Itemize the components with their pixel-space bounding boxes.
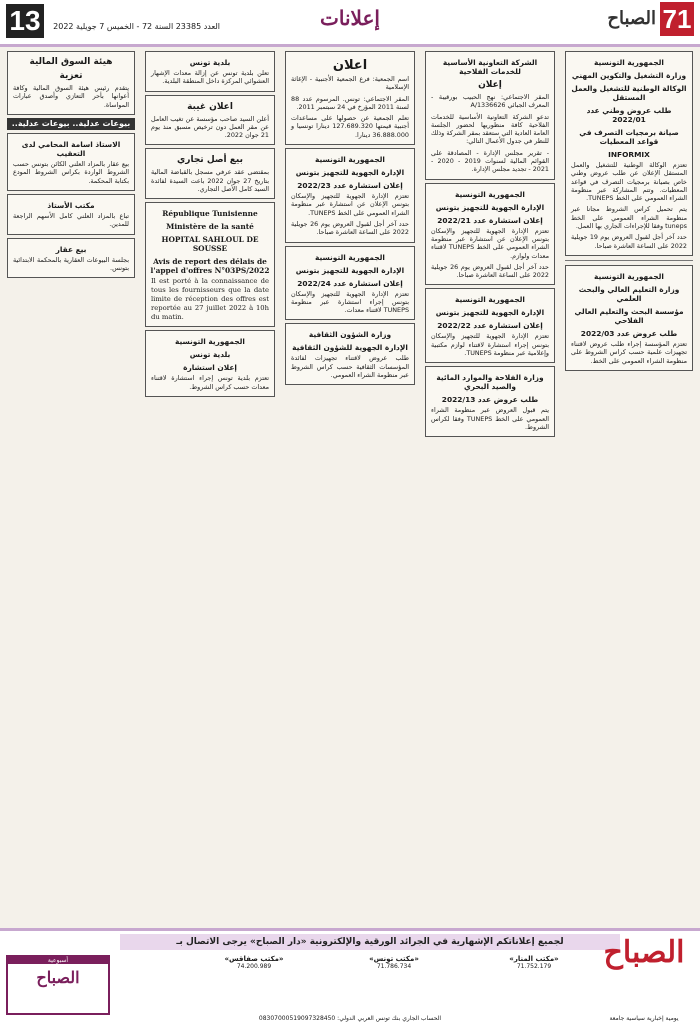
office-manar	[470, 955, 598, 971]
notice-title: إعلان استشارة عدد 2022/23	[297, 181, 403, 191]
office-sfax	[190, 955, 318, 971]
office-title: «مكتب تونس»	[369, 955, 419, 963]
notice-agri-research	[565, 265, 693, 371]
notice-body: حدد آخر أجل لقبول العروض يوم 26 جويلية 2022 على الساعة العاشرة صباحا.	[431, 262, 549, 280]
notice-body: Il est porté à la connaissance de tous les fournisseurs que la date limite de réception des offres est reportée au 27 juillet 2022 à 10h du matin.	[151, 277, 269, 321]
notice-auction-2	[7, 194, 135, 235]
notice-equipment-24	[285, 246, 415, 321]
office-phone: 71.786.734	[376, 963, 412, 970]
notice-ministry: بلدية تونس	[189, 350, 231, 360]
notice-title: مكتب الأستاذ	[47, 201, 95, 211]
notice-title: بلدية تونس	[189, 58, 231, 67]
office-title: «مكتب المنار»	[509, 955, 559, 963]
logo-number: 71	[660, 2, 694, 36]
notice-body: المقر الاجتماعي: نهج الحبيب بورقيبة - المعرف الجبائي 1336626/A	[431, 93, 549, 110]
notice-cooperative	[425, 51, 555, 180]
notice-title: Avis de report des délais de l'appel d'offres N°03PS/2022	[150, 257, 270, 276]
column-2	[422, 48, 558, 924]
judicial-sales-banner: بيوعات عدلية.. بيوعات عدلية..	[7, 118, 135, 130]
notice-body: حدد آخر أجل لقبول العروض يوم 19 جويلية 2022 على الساعة العاشرة صباحا.	[571, 233, 687, 250]
notice-republic: الجمهورية التونسية	[175, 337, 245, 347]
logo-word: الصباح	[607, 8, 656, 29]
notice-body: حدد آخر أجل لقبول العروض يوم 26 جويلية 2022 على الساعة العاشرة صباحا.	[291, 219, 409, 237]
notice-body: تعتزم الإدارة الجهوية للتجهيز والإسكان بتونس إجراء استشارة لاقتناء لوازم مكتبية وإعلامية عبر منظومة TUNEPS.	[431, 332, 549, 358]
column-5	[4, 48, 138, 924]
notice-employment-agency	[565, 51, 693, 256]
notice-ministry: وزارة التشغيل والتكوين المهني	[571, 71, 687, 80]
notice-auction-3	[7, 238, 135, 279]
notice-title: تعزية	[59, 71, 83, 81]
notice-org: مؤسسة البحث والتعليم العالي الفلاحي	[574, 306, 684, 325]
notice-body: بجلسة البيوعات العقارية بالمحكمة الابتدائية بتونس.	[13, 255, 129, 272]
notice-org: الوكالة الوطنية للتشغيل والعمل المستقل	[571, 84, 687, 102]
column-3	[282, 48, 418, 924]
notice-ministry: وزارة الشؤون الثقافية	[308, 330, 392, 340]
notice-body: طلب عروض لاقتناء تجهيزات لفائدة المؤسسات الثقافية حسب كراس الشروط عبر منظومة الشراء العمومي.	[291, 354, 409, 380]
weekly-logo	[6, 955, 110, 1015]
footer-banner: لجميع إعلاناتكم الإشهارية في الجرائد الورقية والإلكترونية «دار الصباح» يرجى الاتصال بـ	[120, 934, 620, 950]
notice-culture	[285, 323, 415, 385]
notice-municipality	[145, 51, 275, 92]
notice-republic: République Tunisienne	[162, 209, 258, 219]
notice-equipment-23	[285, 148, 415, 242]
notice-ministry: وزارة الفلاحة والموارد المائية والصيد البحري	[436, 373, 544, 392]
notice-title: اعلان	[332, 58, 368, 73]
notice-body: تباع بالمزاد العلني كامل الأسهم الراجعة للمدين.	[13, 212, 129, 229]
notice-ministry: الإدارة الجهوية للتجهيز بتونس	[295, 168, 405, 178]
notice-association	[285, 51, 415, 145]
notice-absence	[145, 95, 275, 146]
column-1	[562, 48, 696, 924]
bank-account: الحساب الجاري بنك تونس العربي الدولي: 08307000519097328450	[258, 1015, 442, 1022]
page-header	[0, 0, 700, 47]
notice-title: طلب عروض عدد 2022/03	[580, 328, 678, 338]
notice-org: الشركة التعاونية الأساسية للخدمات الفلاحية	[442, 58, 538, 76]
page-footer	[0, 928, 700, 1032]
footer-subtitle: يومية إخبارية سياسية جامعة	[609, 1015, 679, 1022]
notice-body: يتم قبول العروض عبر منظومة الشراء العمومي على الخط TUNEPS وفقا لكراس الشروط.	[431, 406, 549, 431]
notice-equipment-22	[425, 288, 555, 363]
notice-title: الاستاذ اسامة المحامي لدى التعقيب	[21, 140, 121, 159]
notice-body: تعتزم الإدارة الجهوية للتجهيز والإسكان بتونس الإعلان عن استشارة عبر منظومة الشراء العمومي على الخط TUNEPS.	[291, 192, 409, 217]
notice-body: تعتزم الإدارة الجهوية للتجهيز والإسكان بتونس إجراء استشارة عبر منظومة TUNEPS لاقتناء معدات.	[291, 289, 409, 315]
notice-auction-1	[7, 133, 135, 191]
notice-title: إعلان استشارة عدد 2022/22	[437, 321, 543, 331]
notice-republic: الجمهورية التونسية	[455, 295, 525, 305]
notice-subtitle: صيانة برمجيات التصرف في قواعد المعطيات	[579, 128, 679, 146]
office-phone: 71.752.179	[516, 963, 552, 970]
weekly-subtitle: أسبوعية	[8, 957, 108, 964]
notice-body: تعلم الجمعية عن حصولها على مساعدات أجنبية قيمتها 127.689.320 دينارا تونسيا و 36.888.000 دينارا.	[291, 114, 409, 139]
notice-body: تعتزم الوكالة الوطنية للتشغيل والعمل المستقل الإعلان عن طلب عروض وطني خاص بصيانة برمجيات التصرف في قواعد المعطيات. وتتم المشاركة عبر منظومة الشراء العمومي على الخط TUNEPS.	[571, 161, 687, 203]
notice-ministry: Ministère de la santé	[166, 222, 254, 232]
notice-org: HOPITAL SAHLOUL DE SOUSSE	[161, 235, 259, 254]
notice-republic: الجمهورية التونسية	[594, 271, 664, 281]
notice-body: بيع عقار بالمزاد العلني الكائن بتونس حسب الشروط الواردة بكراس الشروط المودع بكتابة المحكمة.	[13, 160, 129, 185]
page-number: 13	[6, 4, 44, 38]
notice-republic: الجمهورية التونسية	[315, 155, 385, 165]
notice-republic: الجمهورية التونسية	[315, 252, 385, 262]
notice-body: المقر الاجتماعي: تونس. المرسوم عدد 88 لسنة 2011 المؤرخ في 24 سبتمبر 2011.	[291, 94, 409, 111]
notice-business-sale	[145, 148, 275, 199]
office-phone: 74.200.989	[236, 963, 272, 970]
notice-body: تدعو الشركة التعاونية الأساسية للخدمات الفلاحية كافة منظوريها لحضور الجلسة العامة العادية التي ستعقد بمقر الشركة وذلك للنظر في جدول الأعمال التالي:	[431, 112, 549, 146]
notice-agriculture	[425, 366, 555, 437]
notice-title: طلب عروض وطني عدد 2022/01	[586, 106, 672, 124]
notice-hospital-french	[145, 202, 275, 327]
notice-body: تعتزم المؤسسة إجراء طلب عروض لاقتناء تجهيزات علمية حسب كراس الشروط على منظومة الشراء العمومي على الخط.	[571, 339, 687, 365]
notice-ministry: الإدارة الجهوية للتجهيز بتونس	[435, 308, 545, 318]
office-title: «مكتب صفاقس»	[224, 955, 284, 963]
notice-equipment-21	[425, 183, 555, 286]
notice-body: يتم تحميل كراس الشروط مجانا عبر منظومة الشراء العمومي على الخط tuneps وفقا للإجراءات الجاري بها العمل.	[571, 205, 687, 231]
notice-ministry: وزارة التعليم العالي والبحث العلمي	[578, 284, 680, 303]
footer-logo: الصباح	[603, 935, 685, 970]
notice-brand: INFORMIX	[608, 150, 650, 159]
notice-republic: الجمهورية التونسية	[455, 189, 525, 199]
notice-body: اسم الجمعية: فرع الجمعية الأجنبية - الإغاثة الإسلامية	[291, 75, 409, 92]
notice-title: إعلان استشارة عدد 2022/21	[437, 215, 543, 225]
notice-municipality-consult	[145, 330, 275, 397]
notice-republic: الجمهورية التونسية	[594, 58, 664, 67]
masthead-logo	[584, 2, 694, 40]
brand-name: هيئة السوق المالية	[29, 57, 113, 67]
notice-body: - تقرير مجلس الإدارة - المصادقة على القوائم المالية لسنوات 2019 - 2020 - 2021 - تجديد مجلس الإدارة.	[431, 148, 549, 174]
notice-body: يتقدم رئيس هيئة السوق المالية وكافة أعوانها بأحر التعازي وأصدق عبارات المواساة.	[13, 84, 129, 109]
notice-body: أعلن السيد صاحب مؤسسة عن تغيب العامل عن مقر العمل دون ترخيص مسبق منذ يوم 21 جوان 2022.	[151, 114, 269, 140]
notice-ministry: الإدارة الجهوية للتجهيز بتونس	[295, 265, 405, 275]
office-tunis	[330, 955, 458, 971]
notice-title: اعلان غيبة	[187, 101, 233, 112]
column-4	[142, 48, 278, 924]
notice-body: تعتزم بلدية تونس إجراء استشارة لاقتناء معدات حسب كراس الشروط.	[151, 374, 269, 391]
notice-title: طلب عروض عدد 2022/13	[441, 395, 539, 405]
notice-title: بيع عقار	[55, 244, 87, 254]
notice-title: بيع أصل تجاري	[177, 155, 243, 166]
notice-title: إعلان استشارة	[183, 363, 237, 373]
notice-body: تعتزم الإدارة الجهوية للتجهيز والإسكان بتونس الإعلان عن استشارة عبر منظومة الشراء العمومي على الخط TUNEPS لاقتناء معدات ولوازم.	[431, 226, 549, 260]
notice-cmf-condolence	[7, 51, 135, 115]
issue-line: العدد 23385 السنة 72 - الخميس 7 جويلية 2022	[53, 22, 220, 31]
section-title: إعلانات	[320, 8, 380, 30]
notice-title: إعلان	[478, 80, 502, 90]
notice-body: بمقتضى عقد عرفي مسجل بالقباضة المالية بتاريخ 27 جوان 2022 باعت السيدة لفائدة السيد كامل الأصل التجاري.	[151, 168, 269, 194]
notice-ministry: الإدارة الجهوية للتجهيز بتونس	[435, 202, 545, 212]
weekly-title: الصباح	[36, 968, 80, 987]
notice-body: تعلن بلدية تونس عن إزالة معدات الإشهار العشوائي المركزة داخل المنطقة البلدية.	[151, 69, 269, 86]
notice-title: الإدارة الجهوية للشؤون الثقافية	[292, 343, 408, 353]
notice-title: إعلان استشارة عدد 2022/24	[297, 278, 403, 288]
